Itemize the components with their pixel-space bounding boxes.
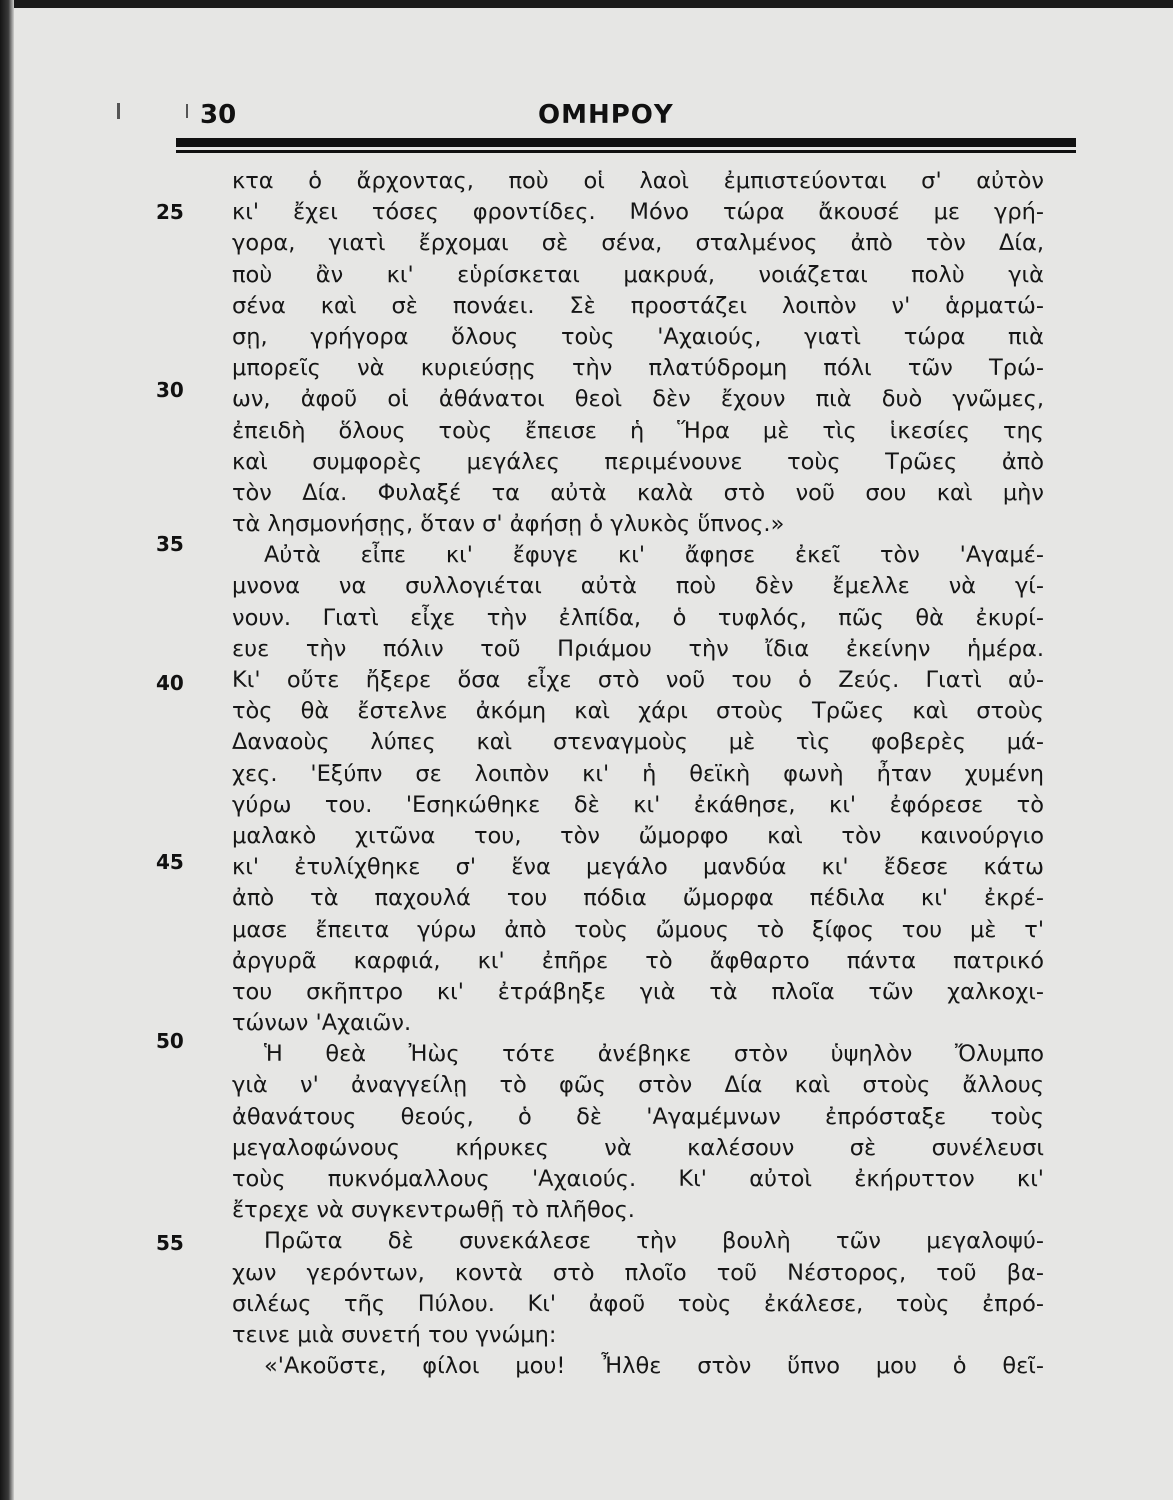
page-header [200,100,1080,136]
text-line: μασε ἔπειτα γύρω ἀπὸ τοὺς ὤμους τὸ ξίφος του μὲ τ' [232,916,1044,943]
text-line: μνονα να συλλογιέται αὐτὰ ποὺ δὲν ἔμελλε νὰ γί- [232,573,1044,600]
line-number: 45 [156,850,184,874]
text-line: Δαναοὺς λύπες καὶ στεναγμοὺς μὲ τὶς φοβερὲς μά- [232,729,1044,756]
line-number: 40 [156,671,184,695]
line-number: 55 [156,1231,184,1255]
text-line: «'Ακοῦστε, φίλοι μου! Ἦλθε στὸν ὕπνο μου ὁ θεῖ- [264,1353,1044,1380]
text-line: ἔτρεχε νὰ συγκεντρωθῇ τὸ πλῆθος. [232,1197,635,1224]
text-line: μεγαλοφώνους κήρυκες νὰ καλέσουν σὲ συνέλευσι [232,1134,1044,1161]
text-line: κι' ἔχει τόσες φροντίδες. Μόνο τώρα ἄκουσέ με γρή- [232,199,1044,226]
text-line: ευε τὴν πόλιν τοῦ Πριάμου τὴν ἴδια ἐκείνην ἡμέρα. [232,635,1044,662]
line-number: 25 [156,200,184,224]
text-line: καὶ συμφορὲς μεγάλες περιμένουνε τοὺς Τρῶες ἀπὸ [232,448,1044,475]
header-rule [176,138,1076,150]
text-line: κτα ὁ ἄρχοντας, ποὺ οἱ λαοὶ ἐμπιστεύονται σ' αὐτὸν [232,168,1044,194]
text-line: ἀπὸ τὰ παχουλά του πόδια ὤμορφα πέδιλα κι' ἐκρέ- [232,885,1044,912]
text-line: τὸς θὰ ἔστελνε ἀκόμη καὶ χάρι στοὺς Τρῶες καὶ στοὺς [232,698,1044,725]
text-line: τεινε μιὰ συνετή του γνώμη: [232,1321,557,1348]
text-line: κι' ἐτυλίχθηκε σ' ἕνα μεγάλο μανδύα κι' ἔδεσε κάτω [232,854,1044,881]
running-title: ΟΜΗΡΟΥ [538,100,674,130]
line-number-gutter [0,0,230,1500]
page-number: 30 [200,100,237,130]
text-line: χων γερόντων, κοντὰ στὸ πλοῖο τοῦ Νέστορος, τοῦ βα- [232,1259,1044,1286]
line-number: 30 [156,378,184,402]
text-line: γιὰ ν' ἀναγγείλῃ τὸ φῶς στὸν Δία καὶ στοὺς ἄλλους [232,1072,1044,1099]
text-line: τὰ λησμονήσῃς, ὅταν σ' ἀφήσῃ ὁ γλυκὸς ὕπνος.» [232,511,785,538]
text-line: νουν. Γιατὶ εἶχε τὴν ἐλπίδα, ὁ τυφλός, πῶς θὰ ἐκυρί- [232,604,1044,631]
text-line: τώνων 'Αχαιῶν. [232,1010,412,1037]
text-line: γύρω του. 'Εσηκώθηκε δὲ κι' ἐκάθησε, κι' ἐφόρεσε τὸ [232,791,1044,818]
text-line: γορα, γιατὶ ἔρχομαι σὲ σένα, σταλμένος ἀπὸ τὸν Δία, [232,230,1044,257]
body-text [232,166,1044,1382]
text-line: χες. 'Εξύπν σε λοιπὸν κι' ἡ θεϊκὴ φωνὴ ἦταν χυμένη [232,760,1044,787]
text-line: σιλέως τῆς Πύλου. Κι' ἀφοῦ τοὺς ἐκάλεσε, τοὺς ἐπρό- [232,1290,1044,1317]
text-line: ἀθανάτους θεούς, ὁ δὲ 'Αγαμέμνων ἐπρόσταξε τοὺς [232,1103,1044,1130]
text-line: ἀργυρᾶ καρφιά, κι' ἐπῆρε τὸ ἄφθαρτο πάντα πατρικό [232,947,1044,974]
text-line: σῃ, γρήγορα ὅλους τοὺς 'Αχαιούς, γιατὶ τώρα πιὰ [232,323,1044,350]
text-line: σένα καὶ σὲ πονάει. Σὲ προστάζει λοιπὸν ν' ἁρματώ- [232,292,1044,319]
text-line: Πρῶτα δὲ συνεκάλεσε τὴν βουλὴ τῶν μεγαλοψύ- [264,1228,1044,1255]
text-line: ων, ἀφοῦ οἱ ἀθάνατοι θεοὶ δὲν ἔχουν πιὰ δυὸ γνῶμες, [232,386,1044,413]
text-line: τὸν Δία. Φυλαξέ τα αὐτὰ καλὰ στὸ νοῦ σου καὶ μὴν [232,479,1044,506]
text-line: Αὐτὰ εἶπε κι' ἔφυγε κι' ἄφησε ἐκεῖ τὸν 'Αγαμέ- [264,542,1044,569]
text-line: ἐπειδὴ ὅλους τοὺς ἔπεισε ἡ Ἥρα μὲ τὶς ἱκεσίες της [232,417,1044,444]
line-number: 50 [156,1029,184,1053]
text-line: μπορεῖς νὰ κυριεύσῃς τὴν πλατύδρομη πόλι τῶν Τρώ- [232,355,1044,382]
text-line: του σκῆπτρο κι' ἐτράβηξε γιὰ τὰ πλοῖα τῶν χαλκοχι- [232,978,1044,1005]
text-line: μαλακὸ χιτῶνα του, τὸν ὤμορφο καὶ τὸν καινούργιο [232,822,1044,849]
text-line: τοὺς πυκνόμαλλους 'Αχαιούς. Κι' αὐτοὶ ἐκήρυττον κι' [232,1166,1044,1192]
text-line: Κι' οὔτε ἤξερε ὅσα εἶχε στὸ νοῦ του ὁ Ζεύς. Γιατὶ αὐ- [232,667,1044,693]
text-line: Ἡ θεὰ Ἠὼς τότε ἀνέβηκε στὸν ὑψηλὸν Ὄλυμπο [264,1041,1044,1068]
text-line: ποὺ ἂν κι' εὑρίσκεται μακρυά, νοιάζεται πολὺ γιὰ [232,261,1044,288]
line-number: 35 [156,532,184,556]
